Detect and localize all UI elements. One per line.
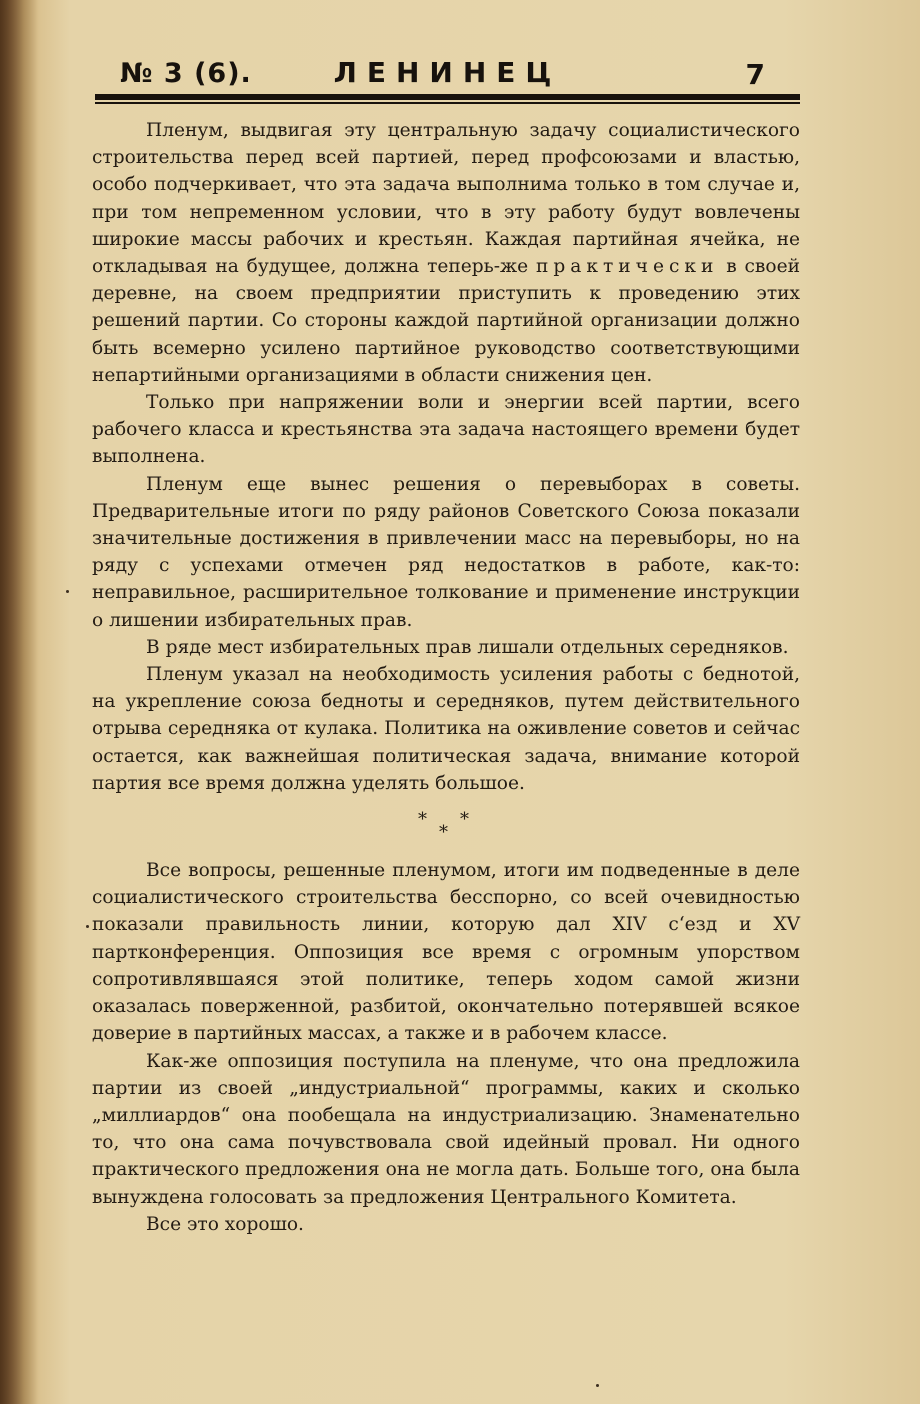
header-rule-thin: [95, 102, 800, 104]
article-body: [92, 117, 800, 1238]
paragraph-text: Пленум, выдвигая эту центральную задачу социалистического строительства перед всей партией, перед профсоюзами и властью, особо подчеркивает, что эта задача выполнима только в том случае и, при том непременном условии, что в эту работу будут вовлечены широкие массы рабочих и крестьян. Каждая партийная ячейка, не откладывая на будущее, должна теперь-же: [92, 120, 800, 278]
page-header: [95, 52, 800, 92]
header-rule: [95, 94, 800, 100]
paper-speck: [86, 925, 89, 928]
separator-star: *: [418, 809, 427, 831]
section-separator: [92, 797, 800, 857]
binding-shadow: [0, 0, 38, 1404]
issue-number: № 3 (6).: [120, 58, 252, 89]
paragraph-opposition-defeat: Все вопросы, решенные пленумом, итоги им подведенные в деле социалистического строительства бесспорно, со всей очевидностью показали правильность линии, которую дал XIV сʻезд и XV партконференция. Оппозиция все время с огромным упорством сопротивлявшаяся этой политике, теперь ходом самой жизни оказалась поверженной, разбитой, окончательно потерявшей всякое доверие в партийных массах, а также и в рабочем классе.: [92, 860, 800, 1045]
paragraph-conclusion: Все это хорошо.: [146, 1213, 304, 1235]
separator-star: *: [460, 809, 469, 831]
paragraph-opposition-plenum: Как-же оппозиция поступила на пленуме, что она предложила партии из своей „индустриальной“ программы, каких и сколько „миллиардов“ она пообещала на индустриализацию. Знаменательно то, что она сама почувствовала свой идейный провал. Ни одного практического предложения она не могла дать. Больше того, она была вынуждена голосовать за предложения Центрального Комитета.: [92, 1050, 800, 1208]
paper-speck: [66, 590, 69, 593]
emphasis-practically: практически: [536, 256, 719, 278]
paragraph-reelections: Пленум еще вынес решения о перевыборах в советы. Предварительные итоги по ряду районов Советского Союза показали значительные достижения в привлечении масс на перевыборы, но на ряду с успехами отмечен ряд недостатков в работе, как-то: неправильное, расширительное толкование и применение инструкции о лишении избирательных прав.: [92, 473, 800, 631]
separator-star: *: [439, 822, 448, 844]
paragraph-plenum-task: [92, 117, 800, 389]
paragraph-text: в своей деревне, на своем предприятии приступить к проведению этих решений партии. Со стороны каждой партийной организации должно быть всемерно усилено партийное руководство соответствующими непартийными организациями в области снижения цен.: [92, 256, 800, 386]
paragraph-poor-peasants: Пленум указал на необходимость усиления работы с беднотой, на укрепление союза бедноты и середняков, путем действительного отрыва середняка от кулака. Политика на оживление советов и сейчас остается, как важнейшая политическая задача, внимание которой партия все время должна уделять большое.: [92, 664, 800, 794]
newspaper-title: ЛЕНИНЕЦ: [333, 56, 562, 89]
paragraph-will-energy: Только при напряжении воли и энергии всей партии, всего рабочего класса и крестьянства эта задача настоящего времени будет выполнена.: [92, 392, 800, 468]
page-number: 7: [745, 58, 765, 91]
paragraph-voting-rights: В ряде мест избирательных прав лишали отдельных середняков.: [146, 636, 789, 658]
paper-speck: [596, 1384, 599, 1387]
